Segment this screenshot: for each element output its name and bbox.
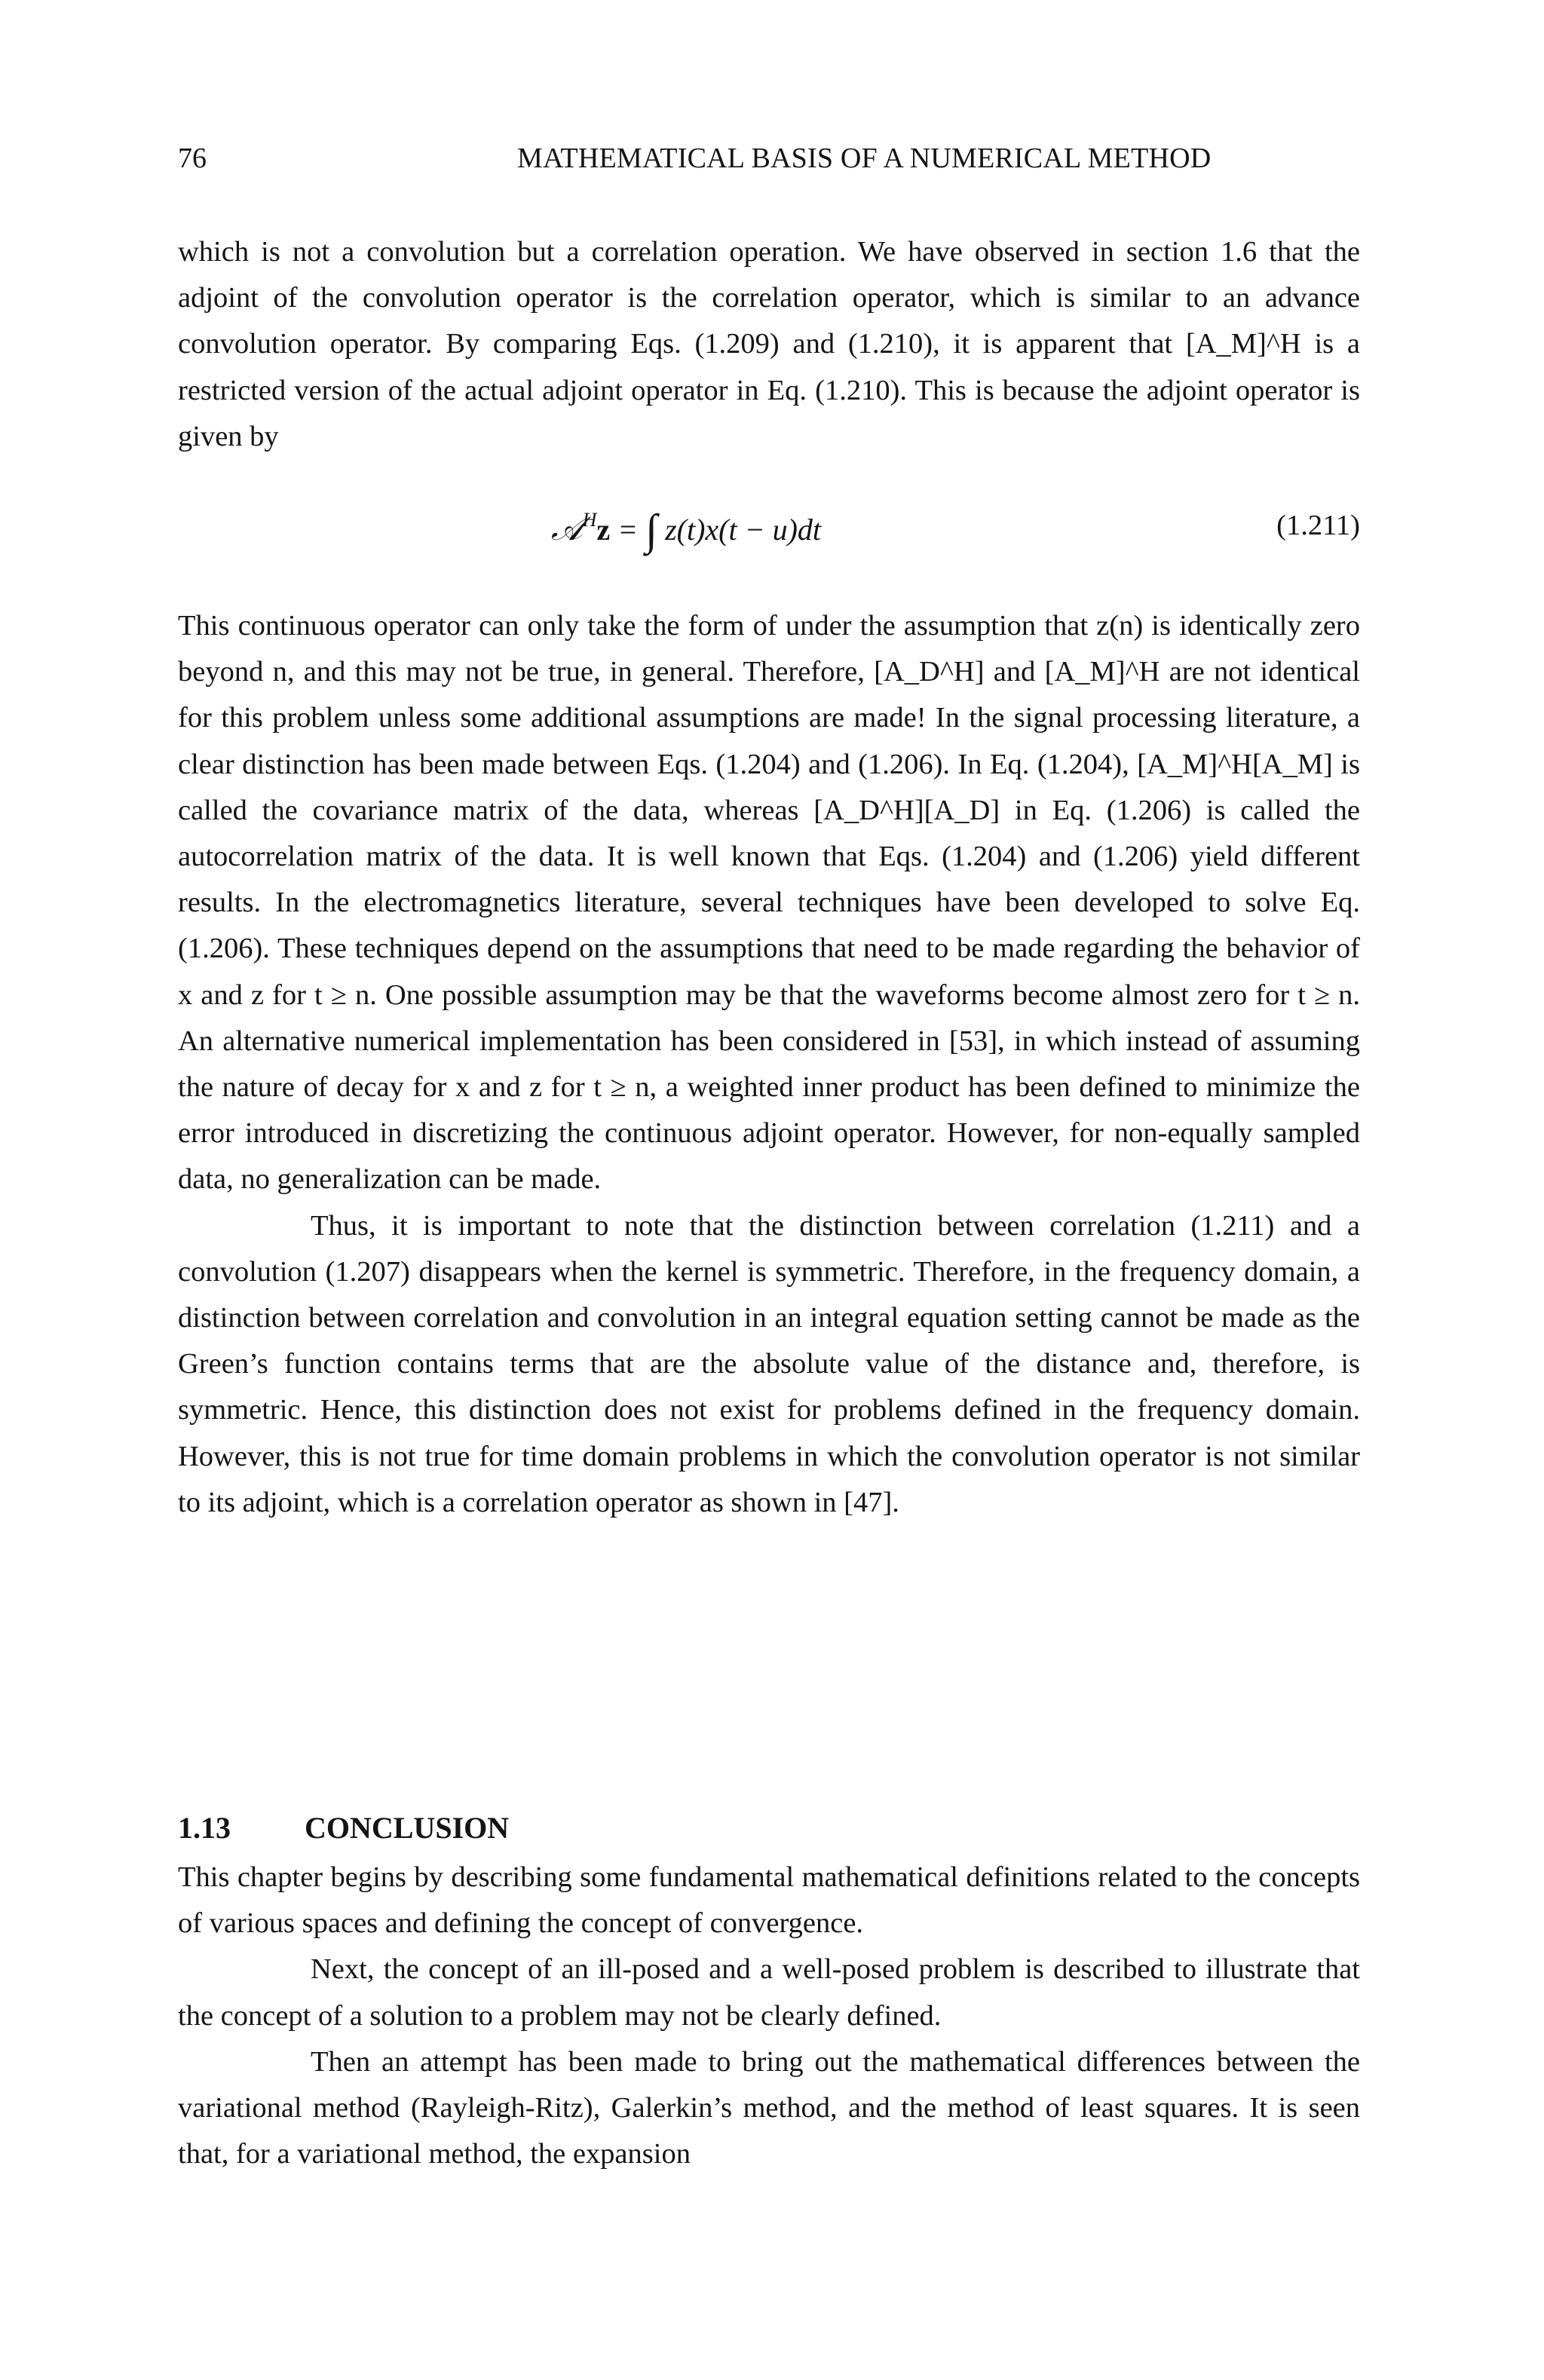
integral-sign: ∫ bbox=[645, 505, 658, 554]
page-number: 76 bbox=[178, 142, 207, 174]
adjoint-operator-symbol: 𝒜 bbox=[551, 510, 583, 548]
paragraph: which is not a convolution but a correlation operation. We have observed in section 1.6 that the adjoint of the convolution operator is the correlation operator, which is similar to an advance convolution operator. By comparing Eqs. (1.209) and (1.210), it is apparent that [A_M]^H is a restricted version of the actual adjoint operator in Eq. (1.210). This is because the adjoint operator is given by bbox=[178, 236, 1360, 452]
integrand: z(t)x(t − u)dt bbox=[657, 513, 821, 547]
equation-label: (1.211) bbox=[1276, 510, 1360, 541]
section-heading bbox=[178, 1809, 1360, 1847]
vector-z: z bbox=[596, 513, 611, 547]
text-block-bottom bbox=[178, 1855, 1360, 2177]
text-block-top bbox=[178, 229, 1360, 460]
equals-sign: = bbox=[610, 513, 646, 547]
paragraph: This chapter begins by describing some fundamental mathematical definitions related to the concepts of various spaces and defining the concept of convergence. bbox=[178, 1861, 1360, 1940]
paragraph: Next, the concept of an ill-posed and a well-posed problem is described to illustrate that the concept of a solution to a problem may not be clearly defined. bbox=[178, 1953, 1360, 2032]
running-head: MATHEMATICAL BASIS OF A NUMERICAL METHOD bbox=[517, 142, 1212, 174]
section-title: CONCLUSION bbox=[305, 1811, 510, 1845]
paragraph: Thus, it is important to note that the distinction between correlation (1.211) and a convolution (1.207) disappears when the kernel is symmetric. Therefore, in the frequency domain, a distinction between correlation and convolution in an integral equation setting cannot be made as the Green’s function contains terms that are the absolute value of the distance and, therefore, is symmetric. Hence, this distinction does not exist for problems defined in the frequency domain. However, this is not true for time domain problems in which the convolution operator is not similar to its adjoint, which is a correlation operator as shown in [47]. bbox=[178, 1209, 1360, 1518]
equation-math bbox=[551, 499, 821, 556]
paragraph: Then an attempt has been made to bring out the mathematical differences between the variational method (Rayleigh-Ritz), Galerkin’s method, and the method of least squares. It is seen that, for a variational method, the expansion bbox=[178, 2045, 1360, 2170]
hermitian-superscript: H bbox=[582, 509, 597, 531]
section-number: 1.13 bbox=[178, 1811, 231, 1845]
paragraph: This continuous operator can only take the form of under the assumption that z(n) is identically zero beyond n, and this may not be true, in general. Therefore, [A_D^H] and [A_M]^H are not identical for this problem unless some additional assumptions are made! In the signal processing literature, a clear distinction has been made between Eqs. (1.204) and (1.206). In Eq. (1.204), [A_M]^H[A_M] is called the covariance matrix of the data, whereas [A_D^H][A_D] in Eq. (1.206) is called the autocorrelation matrix of the data. It is well known that Eqs. (1.204) and (1.206) yield different results. In the electromagnetics literature, several techniques have been developed to solve Eq. (1.206). These techniques depend on the assumptions that need to be made regarding the behavior of x and z for t ≥ n. One possible assumption may be that the waveforms become almost zero for t ≥ n. An alternative numerical implementation has been considered in [53], in which instead of assuming the nature of decay for x and z for t ≥ n, a weighted inner product has been defined to minimize the error introduced in discretizing the continuous adjoint operator. However, for non-equally sampled data, no generalization can be made. bbox=[178, 610, 1360, 1196]
equation-1-211 bbox=[178, 499, 1360, 552]
page-header bbox=[178, 140, 1360, 176]
text-block-middle bbox=[178, 603, 1360, 1526]
